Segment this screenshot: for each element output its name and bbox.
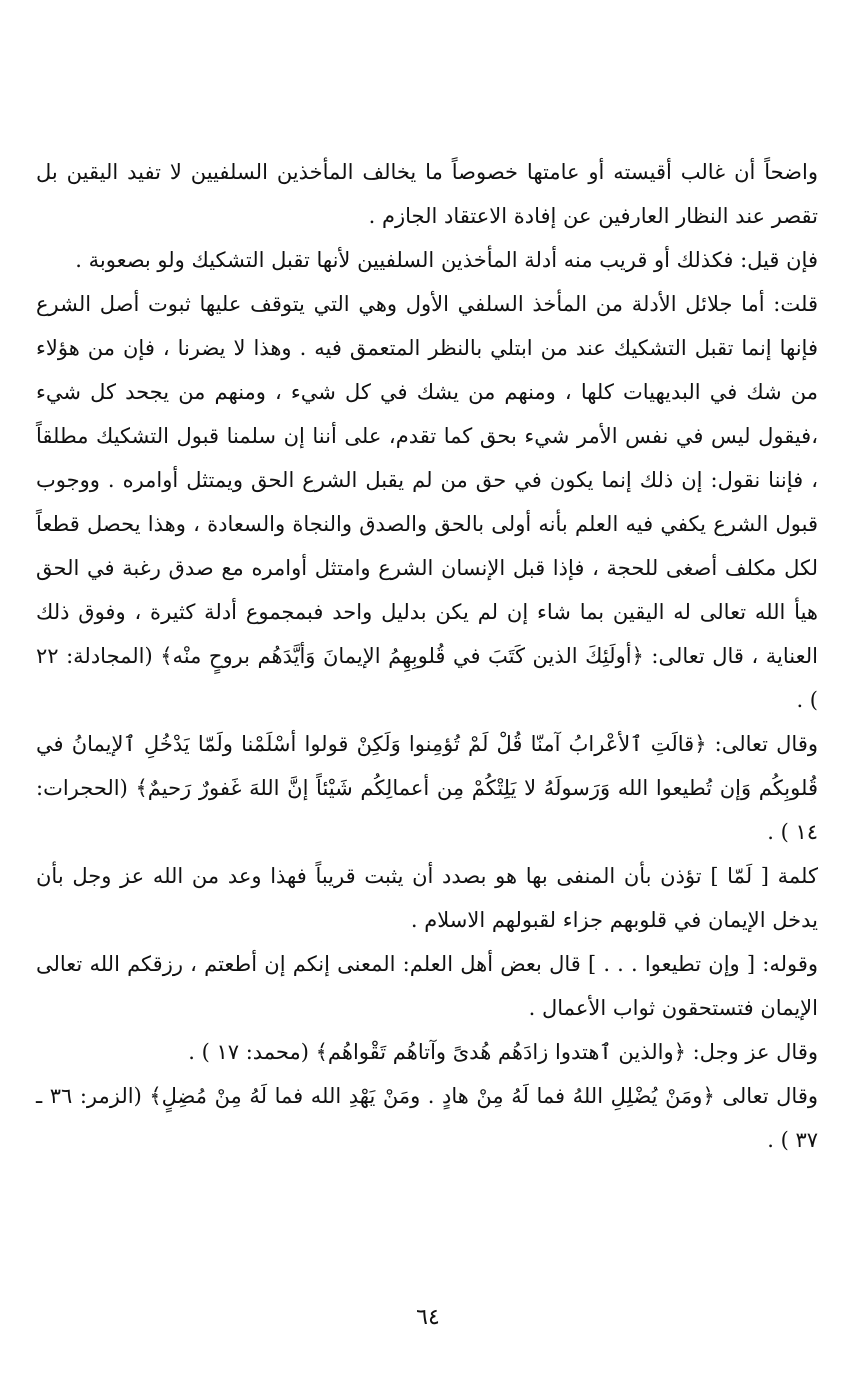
paragraph: كلمة [ لَمّا ] تؤذن بأن المنفى بها هو بصدد أن يثبت قريباً فهذا وعد من الله عز وجل بأن يدخل الإيمان في قلوبهم جزاء لقبولهم الاسلام .	[36, 864, 818, 932]
paragraph: وقال تعالى: ﴿قالَتِ ٱلأعْرابُ آمنّا قُلْ لَمْ تُؤمِنوا وَلَكِنْ قولوا أسْلَمْنا ولَمّا يَدْخُلِ ٱلإيمانُ في قُلوبِكُم وَإن تُطيعوا الله وَرَسولَهُ لا يَلِتْكُمْ مِن أعمالِكُم شَيْئاً إنَّ اللهَ غَفورٌ رَحيمٌ﴾ (الحجرات: ١٤ ) .	[36, 732, 818, 844]
paragraph: واضحاً أن غالب أقيسته أو عامتها خصوصاً ما يخالف المأخذين السلفيين لا تفيد اليقين بل تقصر عند النظار العارفين عن إفادة الاعتقاد الجازم .	[36, 160, 818, 228]
paragraph: فإن قيل: فكذلك أو قريب منه أدلة المأخذين السلفيين لأنها تقبل التشكيك ولو بصعوبة .	[75, 248, 818, 272]
page-number: ٦٤	[416, 1305, 440, 1330]
page-body-text	[36, 150, 818, 1162]
paragraph: قلت: أما جلائل الأدلة من المأخذ السلفي الأول وهي التي يتوقف عليها ثبوت أصل الشرع فإنها إنما تقبل التشكيك عند من ابتلي بالنظر المتعمق فيه . وهذا لا يضرنا ، فإن من هؤلاء من شك في البديهيات كلها ، ومنهم من يشك في كل شيء ، ومنهم من يجحد كل شيء ،فيقول ليس في نفس الأمر شيء بحق كما تقدم، على أننا إن سلمنا قبول التشكيك مطلقاً ، فإننا نقول: إن ذلك إنما يكون في حق من لم يقبل الشرع الحق ويمتثل أوامره . ووجوب قبول الشرع يكفي فيه العلم بأنه أولى بالحق والصدق والنجاة والسعادة ، وهذا يحصل قطعاً لكل مكلف أصغى للحجة ، فإذا قبل الإنسان الشرع وامتثل أوامره مع صدق رغبة في الحق هيأ الله تعالى له اليقين بما شاء إن لم يكن بدليل واحد فبمجموع أدلة كثيرة ، وفوق ذلك العناية ، قال تعالى: ﴿أولَئِكَ الذين كَتَبَ في قُلوبِهِمُ الإيمانَ وَأيَّدَهُم بروحٍ منْه﴾ (المجادلة: ٢٢ ) .	[36, 292, 818, 712]
paragraph: وقال عز وجل: ﴿والذين ٱهتدوا زادَهُم هُدىً وآتاهُم تَقْواهُم﴾ (محمد: ١٧ ) .	[188, 1040, 818, 1064]
paragraph: وقوله: [ وإن تطيعوا . . . ] قال بعض أهل العلم: المعنى إنكم إن أطعتم ، رزقكم الله تعالى الإيمان فتستحقون ثواب الأعمال .	[36, 952, 818, 1020]
paragraph: وقال تعالى ﴿ومَنْ يُضْلِلِ اللهُ فما لَهُ مِنْ هادٍ . ومَنْ يَهْدِ الله فما لَهُ مِنْ مُضِلٍ﴾ (الزمر: ٣٦ ـ ٣٧ ) .	[36, 1084, 818, 1152]
